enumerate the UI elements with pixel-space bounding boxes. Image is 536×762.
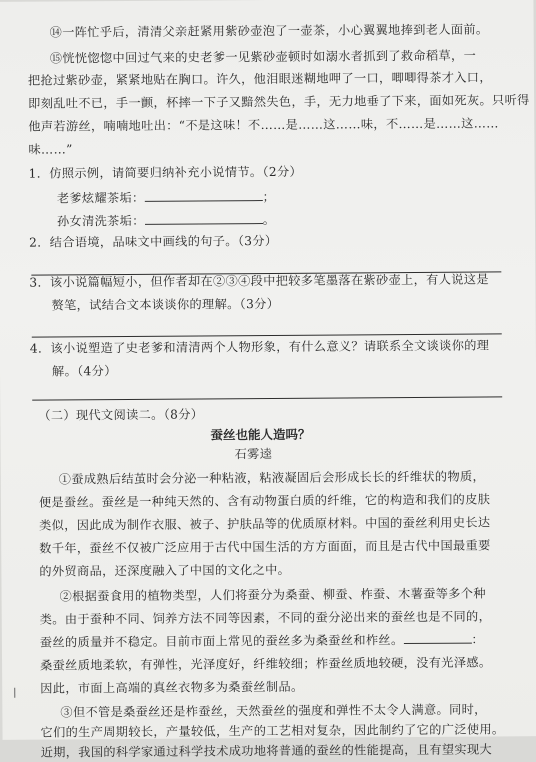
article-paragraph-2-line-2: 类。由于蚕种不同、饲养方法不同等因素，不同的蚕分泌出来的蚕丝也是不同的， xyxy=(39,609,492,627)
question-1-item-b-label: 孙女清洗茶垢： xyxy=(56,213,145,229)
answer-blank[interactable] xyxy=(145,211,263,225)
answer-blank[interactable] xyxy=(403,631,471,644)
question-2: 2．结合语境，品味文中画线的句子。（3分） xyxy=(29,233,278,250)
article-author: 石雾逵 xyxy=(234,446,273,462)
paragraph-15-line-3: 即刻乱吐不已，手一颤，杯摔一下子又黯然失色，手，无力地垂了下来，面如死灰。只听得 xyxy=(28,93,530,111)
article-paragraph-2-line-3-end: ： xyxy=(471,632,485,647)
question-1-item-b-end: 。 xyxy=(262,212,276,228)
section-header: （二）现代文阅读二。（8分） xyxy=(38,407,204,423)
article-title: 蚕丝也能人造吗？ xyxy=(210,426,311,443)
article-paragraph-1-line-5: 的外贸商品，还深度融入了中国的文化之中。 xyxy=(39,562,291,579)
question-1-item-b xyxy=(57,211,275,231)
question-4-line-2: 解。（4分） xyxy=(51,364,117,379)
question-4-line-1: 4．该小说塑造了史老爹和清清两个人物形象，有什么意义？请联系全文谈谈你的理 xyxy=(29,338,490,356)
question-1: 1．仿照示例，请简要归纳补充小说情节。（2分） xyxy=(28,164,303,181)
article-paragraph-3-line-3: 近期，我国的科学家通过科学技术成功地将普通的蚕丝的性能提高，且有望实现大 xyxy=(40,742,493,760)
paragraph-15-line-4: 他声若游丝，喃喃地吐出：“不是这味！不……是……这……味，不……是……这…… xyxy=(28,116,499,134)
margin-mark xyxy=(14,688,15,698)
article-paragraph-2-line-3-text: 蚕丝的质量并不稳定。目前市面上常见的蚕丝多为桑蚕丝和柞丝。 xyxy=(39,633,404,650)
paragraph-15-line-1: ⑮恍恍惚惚中回过气来的史老爹一见紫砂壶顿时如溺水者抓到了救命稻草，一 xyxy=(49,48,477,66)
question-3-line-2: 赘笔，试结合文本谈谈你的理解。（3分） xyxy=(51,296,280,313)
article-paragraph-1-line-3: 类似，因此成为制作衣服、被子、护肤品等的优质原材料。中国的蚕丝利用史长达 xyxy=(39,515,491,533)
question-1-item-a xyxy=(57,188,275,208)
question-1-item-a-label: 老爹炫耀茶垢： xyxy=(56,190,145,206)
article-paragraph-2-line-4: 桑蚕丝质地柔软，有弹性，光泽度好，纤维较细；柞蚕丝质地较硬，没有光泽感。 xyxy=(40,655,492,673)
article-paragraph-1-line-1: ①蚕成熟后结茧时会分泌一种粘液，粘液凝固后会形成长长的纤维状的物质， xyxy=(58,469,486,487)
answer-line[interactable] xyxy=(32,396,502,400)
article-paragraph-2-line-3 xyxy=(40,630,484,651)
paragraph-15-line-2: 把抢过紫砂壶，紧紧地贴在胸口。许久，他泪眼迷糊地呷了一口，唧唧得茶才入口， xyxy=(27,70,492,88)
article-paragraph-3-line-2: 它们的生产周期较长，产量较低，生产的工艺相对复杂，因此制约了它的广泛使用。 xyxy=(40,722,505,740)
article-paragraph-3-line-1: ③但不管是桑蚕丝还是柞蚕丝，天然蚕丝的强度和弹性不太令人满意。同时， xyxy=(60,702,487,720)
paragraph-14: ⑭一阵忙乎后，清清父亲赶紧用紫砂壶泡了一壶茶，小心翼翼地捧到老人面前。 xyxy=(49,22,489,40)
article-paragraph-1-line-4: 数千年，蚕丝不仅被广泛应用于古代中国生活的方方面面，而且是古代中国最重要 xyxy=(39,538,491,556)
question-3-line-1: 3．该小说篇幅短小，但作者却在②③④段中把较多笔墨落在紫砂壶上，有人说这是 xyxy=(29,272,489,290)
paragraph-15-line-5: 味……” xyxy=(28,142,73,157)
article-paragraph-2-line-1: ②根据蚕食用的植物类型，人们将蚕分为桑蚕、柳蚕、柞蚕、木薯蚕等多个种 xyxy=(59,586,486,604)
question-1-item-a-end: ； xyxy=(262,189,276,205)
answer-blank[interactable] xyxy=(145,188,263,202)
article-paragraph-2-line-5: 因此，市面上高端的真丝衣物多为桑蚕丝制品。 xyxy=(40,679,304,696)
article-paragraph-1-line-2: 便是蚕丝。蚕丝是一种纯天然的、含有动物蛋白质的纤维，它的构造和我们的皮肤 xyxy=(38,492,491,510)
